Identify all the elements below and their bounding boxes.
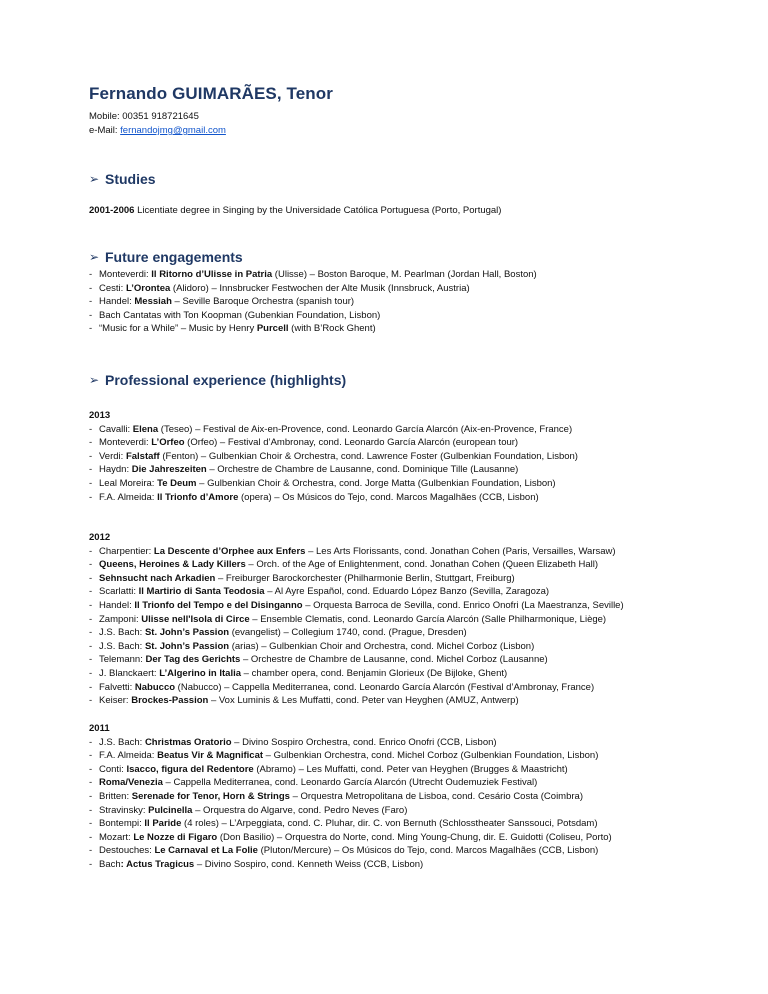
item-details: (Pluton/Mercure) – Os Músicos do Tejo, cond. Marcos Magalhães (CCB, Lisbon) bbox=[257, 845, 599, 857]
item-work: Isacco, figura del Redentore bbox=[126, 763, 254, 775]
item-text: J. Blanckaert: bbox=[99, 667, 160, 679]
item-work: Christmas Oratorio bbox=[144, 736, 232, 748]
contact-block bbox=[89, 110, 226, 138]
list-item bbox=[89, 545, 624, 559]
item-details: (4 roles) – L’Arpeggiata, cond. C. Pluhar, dir. C. von Bernuth (Schlosstheater Sanssouci, Potsdam) bbox=[181, 818, 598, 830]
item-work: St. John’s Passion bbox=[144, 627, 230, 639]
arrow-bullet-icon: ➢ bbox=[89, 172, 100, 186]
list-item bbox=[89, 309, 537, 323]
email-link[interactable]: fernandojmg@gmail.com bbox=[120, 125, 226, 136]
list-item bbox=[89, 322, 537, 336]
dash-bullet: - bbox=[89, 627, 93, 639]
item-work: Die Jahreszeiten bbox=[131, 464, 207, 476]
item-work: Il Martirio di Santa Teodosia bbox=[138, 586, 265, 598]
list-item bbox=[89, 653, 624, 667]
item-work: Brockes-Passion bbox=[131, 695, 209, 707]
list-item bbox=[89, 463, 578, 477]
item-details: (Nabucco) – Cappella Mediterranea, cond. Leonardo García Alarcón (Festival d’Ambronay, France) bbox=[175, 681, 595, 693]
dash-bullet: - bbox=[89, 818, 93, 830]
item-text: Falvetti: bbox=[99, 681, 135, 693]
email-label: e-Mail: bbox=[89, 125, 118, 136]
list-item bbox=[89, 613, 624, 627]
experience-title-text: Professional experience (highlights) bbox=[105, 372, 347, 388]
list-item bbox=[89, 776, 612, 790]
year-label: 2011 bbox=[89, 723, 110, 734]
dash-bullet: - bbox=[89, 323, 93, 335]
list-item bbox=[89, 626, 624, 640]
dash-bullet: - bbox=[89, 599, 93, 611]
dash-bullet: - bbox=[89, 309, 93, 321]
item-text: Cavalli: bbox=[99, 423, 133, 435]
dash-bullet: - bbox=[89, 736, 93, 748]
studies-years: 2001-2006 bbox=[89, 205, 135, 216]
list-item bbox=[89, 817, 612, 831]
item-work: Il Ritorno d’Ulisse in Patria bbox=[151, 269, 273, 280]
list-item bbox=[89, 790, 612, 804]
item-work: L’Orontea bbox=[125, 282, 171, 294]
dash-bullet: - bbox=[89, 437, 93, 449]
item-details: – chamber opera, cond. Benjamin Glorieux (De Bijloke, Ghent) bbox=[241, 667, 508, 679]
dash-bullet: - bbox=[89, 750, 93, 762]
list-item bbox=[89, 282, 537, 296]
item-text: Scarlatti: bbox=[99, 586, 139, 598]
item-text: Bach Cantatas with Ton Koopman (Gubenkian Foundation, Lisbon) bbox=[99, 309, 381, 321]
dash-bullet: - bbox=[89, 296, 93, 308]
section-studies-title bbox=[89, 171, 156, 187]
list-item bbox=[89, 640, 624, 654]
dash-bullet: - bbox=[89, 477, 93, 489]
list-item bbox=[89, 858, 612, 872]
dash-bullet: - bbox=[89, 613, 93, 625]
arrow-bullet-icon: ➢ bbox=[89, 250, 100, 264]
list-item bbox=[89, 749, 612, 763]
dash-bullet: - bbox=[89, 667, 93, 679]
item-details: – Freiburger Barockorchester (Philharmonie Berlin, Stuttgart, Freiburg) bbox=[215, 572, 515, 584]
item-details: – Vox Luminis & Les Muffatti, cond. Peter van Heyghen (AMUZ, Antwerp) bbox=[208, 695, 519, 707]
dash-bullet: - bbox=[89, 559, 93, 571]
item-text: Britten: bbox=[99, 790, 132, 802]
dash-bullet: - bbox=[89, 572, 93, 584]
dash-bullet: - bbox=[89, 804, 93, 816]
item-text: Monteverdi: bbox=[99, 437, 152, 449]
dash-bullet: - bbox=[89, 831, 93, 843]
item-text: J.S. Bach: bbox=[99, 640, 145, 652]
item-details: (evangelist) – Collegium 1740, cond. (Prague, Dresden) bbox=[229, 627, 467, 639]
item-work: Le Carnaval et La Folie bbox=[154, 845, 258, 857]
section-experience-title bbox=[89, 372, 346, 388]
dash-bullet: - bbox=[89, 858, 93, 870]
item-details: – Orquestra do Algarve, cond. Pedro Neves (Faro) bbox=[192, 804, 408, 816]
item-work: : Actus Tragicus bbox=[120, 858, 195, 870]
item-details: (Fenton) – Gulbenkian Choir & Orchestra, cond. Lawrence Foster (Gulbenkian Foundation, Lisbon) bbox=[159, 450, 578, 462]
list-item bbox=[89, 804, 612, 818]
item-work: Purcell bbox=[256, 323, 289, 335]
list-item bbox=[89, 736, 612, 750]
studies-text: Licentiate degree in Singing by the Universidade Católica Portuguesa (Porto, Portugal) bbox=[134, 205, 502, 216]
list-item bbox=[89, 423, 578, 437]
list-item bbox=[89, 477, 578, 491]
item-text: Destouches: bbox=[99, 845, 155, 857]
item-details: (Alidoro) – Innsbrucker Festwochen der Alte Musik (Innsbruck, Austria) bbox=[170, 282, 470, 294]
mobile-line bbox=[89, 110, 226, 124]
dash-bullet: - bbox=[89, 777, 93, 789]
year-block-2013 bbox=[89, 409, 578, 504]
list-item bbox=[89, 436, 578, 450]
item-work: Le Nozze di Figaro bbox=[133, 831, 218, 843]
studies-entry bbox=[89, 205, 501, 216]
item-work: L’Orfeo bbox=[151, 437, 185, 449]
item-work: Messiah bbox=[134, 296, 172, 308]
future-list bbox=[89, 268, 537, 336]
item-work: Te Deum bbox=[157, 477, 197, 489]
item-text: Stravinsky: bbox=[99, 804, 149, 816]
item-work: St. John’s Passion bbox=[144, 640, 230, 652]
item-work: Ulisse nell'Isola di Circe bbox=[141, 613, 250, 625]
item-work: L’Algerino in Italia bbox=[159, 667, 242, 679]
item-text: F.A. Almeida: bbox=[99, 750, 158, 762]
item-work: Der Tag des Gerichts bbox=[145, 654, 241, 666]
dash-bullet: - bbox=[89, 423, 93, 435]
item-text: J.S. Bach: bbox=[99, 736, 145, 748]
list-item bbox=[89, 558, 624, 572]
list-item bbox=[89, 844, 612, 858]
item-work: Sehnsucht nach Arkadien bbox=[99, 572, 216, 584]
mobile-number: 00351 918721645 bbox=[122, 111, 199, 122]
item-details: – Orquesta Barroca de Sevilla, cond. Enrico Onofri (La Maestranza, Seville) bbox=[302, 599, 624, 611]
item-text: Bontempi: bbox=[99, 818, 145, 830]
item-work: Queens, Heroines & Lady Killers bbox=[99, 559, 246, 571]
dash-bullet: - bbox=[89, 545, 93, 557]
list-item bbox=[89, 831, 612, 845]
dash-bullet: - bbox=[89, 640, 93, 652]
item-work: Nabucco bbox=[134, 681, 176, 693]
item-details: – Cappella Mediterranea, cond. Leonardo García Alarcón (Utrecht Oudemuziek Festival) bbox=[162, 777, 538, 789]
item-text: Handel: bbox=[99, 599, 135, 611]
item-details: (Orfeo) – Festival d’Ambronay, cond. Leonardo García Alarcón (european tour) bbox=[184, 437, 519, 449]
item-text: Handel: bbox=[99, 296, 135, 308]
item-details: – Gulbenkian Choir & Orchestra, cond. Jorge Matta (Gulbenkian Foundation, Lisbon) bbox=[196, 477, 556, 489]
item-details: – Divino Sospiro, cond. Kenneth Weiss (CCB, Lisbon) bbox=[194, 858, 424, 870]
item-details: (Teseo) – Festival de Aix-en-Provence, cond. Leonardo García Alarcón (Aix-en-Provence, France) bbox=[158, 423, 573, 435]
list-item bbox=[89, 763, 612, 777]
year-list bbox=[89, 736, 612, 872]
item-text: Monteverdi: bbox=[99, 269, 152, 280]
list-item bbox=[89, 572, 624, 586]
dash-bullet: - bbox=[89, 763, 93, 775]
dash-bullet: - bbox=[89, 681, 93, 693]
list-item bbox=[89, 585, 624, 599]
item-details: – Orch. of the Age of Enlightenment, cond. Jonathan Cohen (Queen Elizabeth Hall) bbox=[245, 559, 599, 571]
future-title-text: Future engagements bbox=[105, 249, 243, 265]
dash-bullet: - bbox=[89, 654, 93, 666]
item-text: Bach bbox=[99, 858, 121, 870]
item-text: Telemann: bbox=[99, 654, 146, 666]
item-work: Il Trionfo d’Amore bbox=[157, 491, 239, 503]
item-details: (Ulisse) – Boston Baroque, M. Pearlman (Jordan Hall, Boston) bbox=[272, 269, 537, 280]
dash-bullet: - bbox=[89, 695, 93, 707]
item-work: Serenade for Tenor, Horn & Strings bbox=[131, 790, 290, 802]
item-text: Cesti: bbox=[99, 282, 126, 294]
section-future-title bbox=[89, 249, 243, 265]
item-details: (opera) – Os Músicos do Tejo, cond. Marcos Magalhães (CCB, Lisbon) bbox=[238, 491, 539, 503]
year-list bbox=[89, 423, 578, 505]
item-text: Verdi: bbox=[99, 450, 126, 462]
item-text: Charpentier: bbox=[99, 545, 154, 557]
item-details: – Al Ayre Español, cond. Eduardo López Banzo (Sevilla, Zaragoza) bbox=[264, 586, 550, 598]
item-work: Il Trionfo del Tempo e del Disinganno bbox=[134, 599, 303, 611]
item-work: Il Paride bbox=[144, 818, 182, 830]
dash-bullet: - bbox=[89, 845, 93, 857]
year-label: 2012 bbox=[89, 532, 111, 543]
dash-bullet: - bbox=[89, 282, 93, 294]
dash-bullet: - bbox=[89, 464, 93, 476]
item-details: – Les Arts Florissants, cond. Jonathan Cohen (Paris, Versailles, Warsaw) bbox=[305, 545, 616, 557]
dash-bullet: - bbox=[89, 790, 93, 802]
list-item bbox=[89, 491, 578, 505]
item-text: “Music for a While” – Music by Henry bbox=[99, 323, 257, 335]
list-item bbox=[89, 681, 624, 695]
dash-bullet: - bbox=[89, 450, 93, 462]
item-text: Leal Moreira: bbox=[99, 477, 158, 489]
mobile-label: Mobile: bbox=[89, 111, 120, 122]
item-details: – Ensemble Clematis, cond. Leonardo García Alarcón (Salle Philharmonique, Liège) bbox=[249, 613, 607, 625]
item-text: Mozart: bbox=[99, 831, 134, 843]
list-item bbox=[89, 450, 578, 464]
item-work: Roma/Venezia bbox=[99, 777, 163, 789]
item-details: (with B’Rock Ghent) bbox=[288, 323, 376, 335]
list-item bbox=[89, 268, 537, 282]
item-details: (Abramo) – Les Muffatti, cond. Peter van Heyghen (Brugges & Maastricht) bbox=[253, 763, 568, 775]
dash-bullet: - bbox=[89, 269, 93, 280]
list-item bbox=[89, 599, 624, 613]
item-details: (Don Basilio) – Orquestra do Norte, cond. Ming Young-Chung, dir. E. Guidotti (Coliseu, Porto) bbox=[217, 831, 612, 843]
item-details: – Orchestre de Chambre de Lausanne, cond. Dominique Tille (Lausanne) bbox=[206, 464, 519, 476]
list-item bbox=[89, 295, 537, 309]
item-work: Pulcinella bbox=[148, 804, 193, 816]
item-details: – Orquestra Metropolitana de Lisboa, cond. Cesário Costa (Coimbra) bbox=[289, 790, 583, 802]
item-details: – Divino Sospiro Orchestra, cond. Enrico Onofri (CCB, Lisbon) bbox=[231, 736, 497, 748]
item-details: – Orchestre de Chambre de Lausanne, cond. Michel Corboz (Lausanne) bbox=[240, 654, 548, 666]
list-item bbox=[89, 694, 624, 708]
arrow-bullet-icon: ➢ bbox=[89, 373, 100, 387]
year-list bbox=[89, 545, 624, 708]
studies-title-text: Studies bbox=[105, 171, 156, 187]
list-item bbox=[89, 667, 624, 681]
item-text: Zamponi: bbox=[99, 613, 142, 625]
item-details: (arias) – Gulbenkian Choir and Orchestra, cond. Michel Corboz (Lisbon) bbox=[229, 640, 535, 652]
year-label: 2013 bbox=[89, 410, 111, 421]
year-block-2012 bbox=[89, 531, 624, 708]
item-work: Falstaff bbox=[125, 450, 160, 462]
item-text: Keiser: bbox=[99, 695, 132, 707]
item-work: La Descente d’Orphee aux Enfers bbox=[153, 545, 306, 557]
dash-bullet: - bbox=[89, 491, 93, 503]
email-line bbox=[89, 124, 226, 138]
item-text: Haydn: bbox=[99, 464, 132, 476]
dash-bullet: - bbox=[89, 586, 93, 598]
item-details: – Gulbenkian Orchestra, cond. Michel Corboz (Gulbenkian Foundation, Lisbon) bbox=[263, 750, 599, 762]
item-text: F.A. Almeida: bbox=[99, 491, 158, 503]
year-block-2011 bbox=[89, 722, 612, 872]
item-text: J.S. Bach: bbox=[99, 627, 145, 639]
item-text: Conti: bbox=[99, 763, 127, 775]
cv-name-title: Fernando GUIMARÃES, Tenor bbox=[89, 84, 333, 103]
item-details: – Seville Baroque Orchestra (spanish tour) bbox=[171, 296, 355, 308]
item-work: Elena bbox=[132, 423, 159, 435]
item-work: Beatus Vir & Magnificat bbox=[157, 750, 264, 762]
